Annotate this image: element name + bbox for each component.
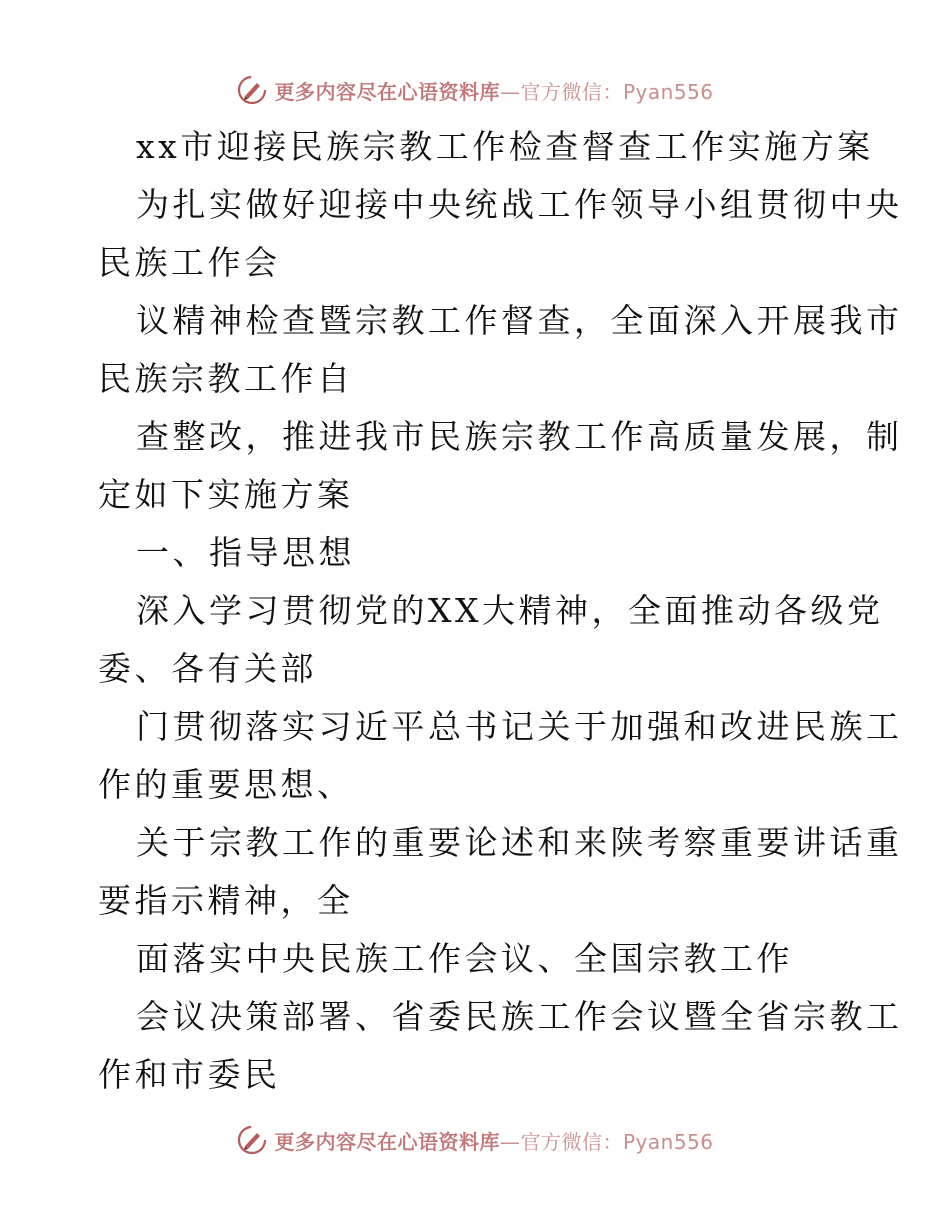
text-line: 关于宗教工作的重要论述和来陕考察重要讲话重 xyxy=(136,823,903,862)
text-line: 面落实中央民族工作会议、全国宗教工作 xyxy=(136,939,793,978)
text-line: 为扎实做好迎接中央统战工作领导小组贯彻中央 xyxy=(136,185,903,224)
pen-swirl-logo-icon xyxy=(236,74,268,106)
text-line: 作和市委民 xyxy=(98,1055,281,1094)
text-line: 一、指导思想 xyxy=(136,533,355,572)
text-line: 查整改，推进我市民族宗教工作高质量发展，制 xyxy=(136,417,903,456)
text-line: 民族工作会 xyxy=(98,243,281,282)
pen-swirl-logo-icon xyxy=(236,1124,268,1156)
text-line: 会议决策部署、省委民族工作会议暨全省宗教工 xyxy=(136,997,903,1036)
text-line: 定如下实施方案 xyxy=(98,475,354,514)
text-line: 委、各有关部 xyxy=(98,649,317,688)
banner-text: 更多内容尽在心语资料库—官方微信：Pyan556 xyxy=(274,79,714,104)
footer-watermark-banner xyxy=(0,1120,950,1160)
document-body xyxy=(98,118,903,1104)
text-line: 门贯彻落实习近平总书记关于加强和改进民族工 xyxy=(136,707,903,746)
text-line: 深入学习贯彻党的XX大精神，全面推动各级党 xyxy=(136,591,884,630)
text-line: 议精神检查暨宗教工作督查，全面深入开展我市 xyxy=(136,301,903,340)
text-line: 民族宗教工作自 xyxy=(98,359,354,398)
header-watermark-banner xyxy=(0,70,950,110)
document-paragraphs xyxy=(98,176,903,1104)
banner-text: 更多内容尽在心语资料库—官方微信：Pyan556 xyxy=(274,1129,714,1154)
text-line: 作的重要思想、 xyxy=(98,765,354,804)
document-title: xx市迎接民族宗教工作检查督查工作实施方案 xyxy=(136,127,874,166)
text-line: 要指示精神，全 xyxy=(98,881,354,920)
